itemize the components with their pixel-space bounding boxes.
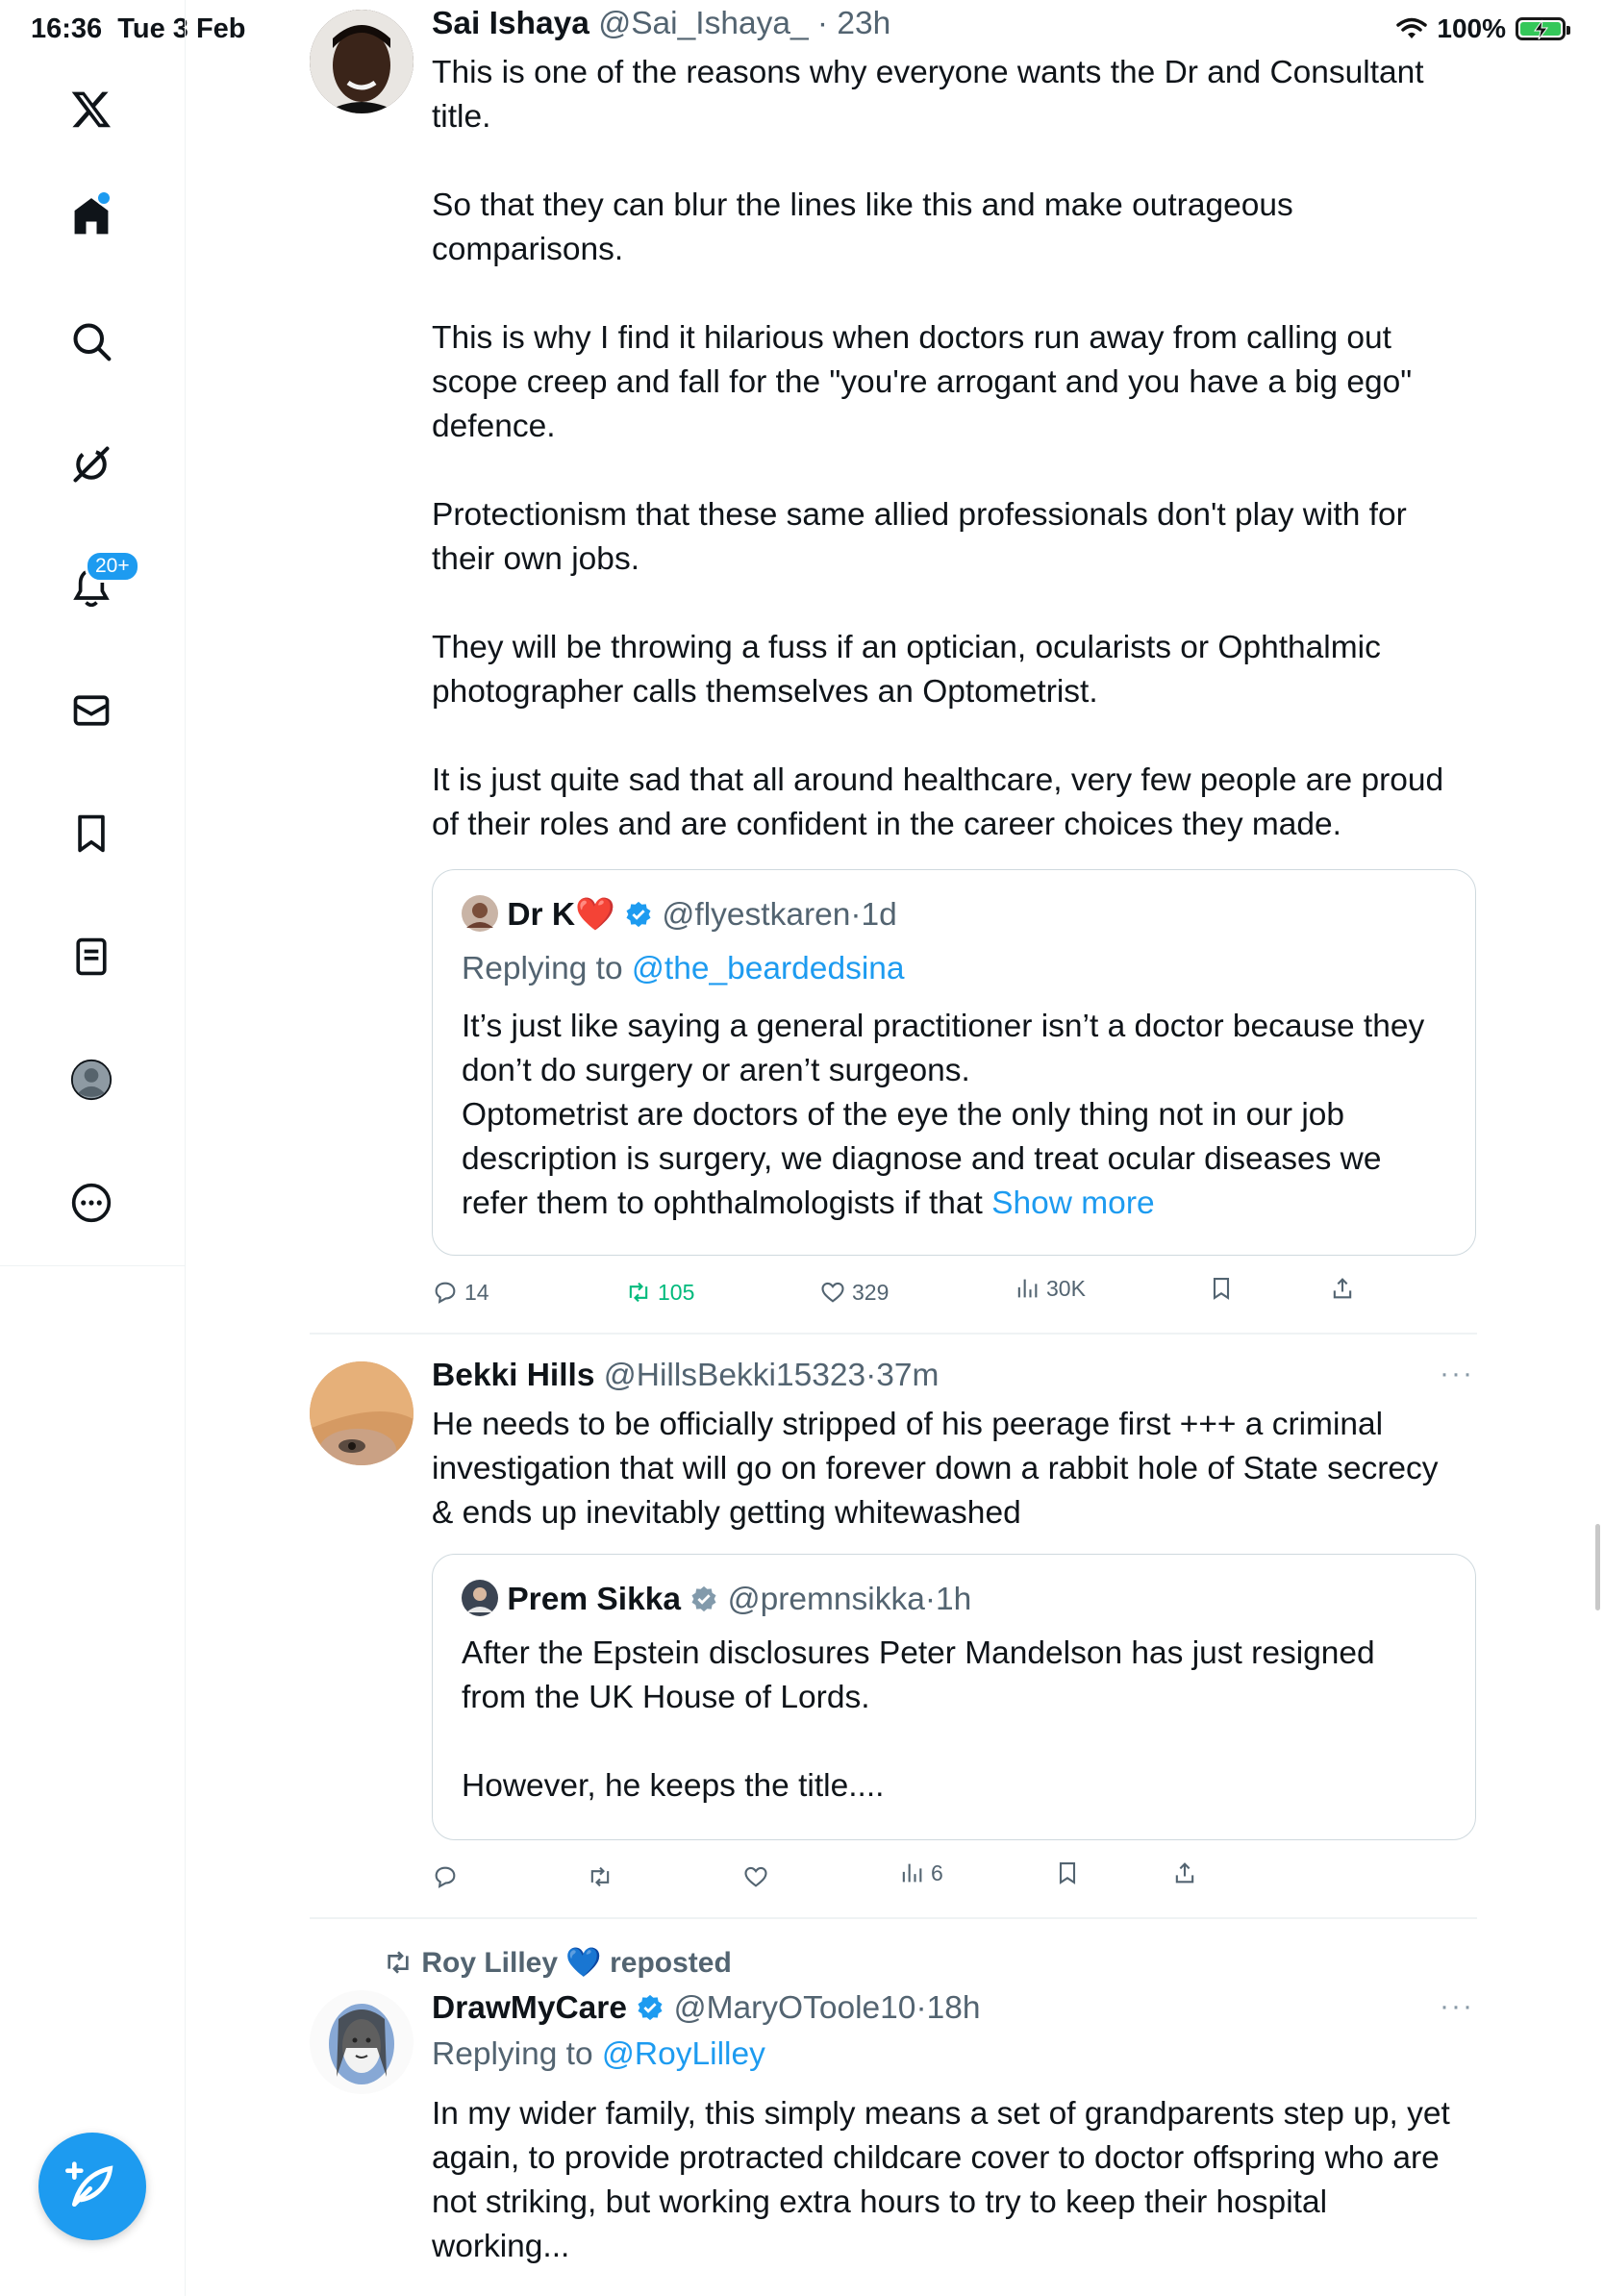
wifi-icon (1396, 17, 1427, 40)
tweet-time[interactable]: 37m (876, 1358, 940, 1393)
search-icon[interactable] (67, 317, 115, 365)
quote-text: After the Epstein disclosures Peter Mandelson has just resigned from the UK House of Lords. However, he keeps the title.... (462, 1635, 1375, 1804)
like-icon (742, 1863, 769, 1890)
profile-icon[interactable] (67, 1056, 115, 1104)
share-button[interactable] (1171, 1859, 1198, 1886)
tweet-header: DrawMyCare @MaryOToole10·18h (432, 1990, 981, 2026)
views-icon (898, 1859, 925, 1886)
reply-button[interactable] (432, 1279, 489, 1306)
quote-text: It’s just like saying a general practitioner isn’t a doctor because they don’t do surgery or aren’t surgeons. Optometrist are doctors of the eye the only thing not in our job description is surgery, we diagnose and treat ocular diseases we refer them to ophthalmologists if that Show more (462, 1009, 1425, 1221)
avatar[interactable] (310, 10, 414, 113)
more-options-icon[interactable]: ··· (1440, 1990, 1474, 2022)
status-time: 16:36 Tue 3 Feb (31, 13, 246, 44)
avatar[interactable] (310, 1361, 414, 1465)
messages-icon[interactable] (67, 686, 115, 735)
battery-icon (1516, 17, 1566, 40)
author-name[interactable]: DrawMyCare (432, 1990, 627, 2026)
compose-icon (65, 2159, 119, 2213)
retweet-icon (383, 1947, 414, 1978)
tweet-time[interactable]: 23h (837, 6, 891, 41)
quote-author-name: Prem Sikka (507, 1582, 681, 1617)
compose-button[interactable] (38, 2133, 146, 2240)
view-count: 6 (931, 1859, 943, 1885)
verified-badge-icon (636, 1993, 664, 2022)
status-date: Tue 3 Feb (117, 13, 246, 44)
like-button[interactable] (742, 1863, 769, 1890)
more-options-icon[interactable]: ··· (1440, 1358, 1474, 1389)
bookmark-icon (1054, 1859, 1081, 1886)
battery-percent: 100% (1437, 13, 1506, 43)
notifications-badge: 20+ (85, 550, 140, 583)
reply-icon (432, 1279, 459, 1306)
quote-time: 1h (936, 1582, 972, 1617)
home-unread-dot (96, 190, 112, 206)
lists-icon[interactable] (67, 933, 115, 981)
home-icon[interactable] (67, 192, 115, 240)
like-count: 329 (852, 1279, 890, 1305)
verified-badge-icon (624, 900, 653, 929)
like-icon (819, 1279, 846, 1306)
bookmark-icon (1208, 1275, 1235, 1302)
reposted-by[interactable]: Roy Lilley (421, 1947, 559, 1979)
retweet-icon (587, 1863, 614, 1890)
tweet-text: He needs to be officially stripped of his peerage first +++ a criminal investigation that will go on forever down a rabbit hole of State secrecy & ends up inevitably getting whitewashed (432, 1407, 1439, 1531)
x-logo-icon[interactable] (67, 85, 115, 133)
retweet-button[interactable] (625, 1279, 694, 1306)
tweet-header: Sai Ishaya @Sai_Ishaya_ · 23h (432, 6, 891, 41)
quote-tweet[interactable] (432, 1554, 1476, 1840)
repost-indicator: Roy Lilley 💙 reposted (383, 1946, 732, 1980)
avatar[interactable] (310, 1990, 414, 2094)
author-handle[interactable]: @HillsBekki15323 (603, 1358, 866, 1393)
quote-author-handle: @flyestkaren (662, 897, 851, 933)
verified-badge-icon (689, 1585, 718, 1613)
notifications-icon[interactable] (67, 555, 130, 611)
author-handle[interactable]: @MaryOToole10 (673, 1990, 916, 2026)
retweet-button[interactable] (587, 1863, 614, 1890)
quote-header: Dr K❤️ @flyestkaren·1d (462, 895, 897, 934)
view-count: 30K (1046, 1275, 1086, 1301)
retweet-icon (625, 1279, 652, 1306)
grok-icon[interactable] (67, 440, 115, 488)
quote-header: Prem Sikka @premnsikka·1h (462, 1580, 971, 1618)
tweet-text: In my wider family, this simply means a set of grandparents step up, yet again, to provide protracted childcare cover to doctor offspring who are not striking, but working extra hours to try to keep their hospital working... (432, 2096, 1450, 2264)
bookmark-button[interactable] (1054, 1859, 1081, 1886)
tweet-text: This is one of the reasons why everyone wants the Dr and Consultant title. So that they can blur the lines like this and make outrageous comparisons. This is why I find it hilarious when doctors run away from calling out scope creep and fall for the "you're arrogant and you have a big ego" defence. Protectionism that these same allied professionals don't play with for their own jobs. They will be throwing a fuss if an optician, ocularists or Ophthalmic photographer calls themselves an Optometrist. It is just quite sad that all around healthcare, very few people are proud of their roles and are confident in the career choices they made. (432, 55, 1444, 842)
blue-heart-emoji: 💙 (565, 1947, 602, 1979)
mention-link[interactable]: @RoyLilley (601, 2036, 765, 2072)
tweet-time[interactable]: 18h (926, 1990, 981, 2026)
avatar (462, 1580, 498, 1616)
like-button[interactable] (819, 1279, 889, 1306)
tweet-divider (310, 1917, 1477, 1919)
bookmark-button[interactable] (1208, 1275, 1235, 1302)
reply-button[interactable] (432, 1863, 459, 1890)
more-icon[interactable] (67, 1179, 115, 1227)
quote-author-handle: @premnsikka (727, 1582, 925, 1617)
quote-tweet[interactable] (432, 869, 1476, 1256)
replying-to: Replying to @RoyLilley (432, 2036, 765, 2072)
retweet-count: 105 (658, 1279, 695, 1305)
reply-icon (432, 1863, 459, 1890)
views-icon (1014, 1275, 1040, 1302)
author-handle[interactable]: @Sai_Ishaya_ (598, 6, 809, 41)
reply-count: 14 (464, 1279, 489, 1305)
show-more-link[interactable]: Show more (991, 1185, 1155, 1221)
share-icon (1329, 1275, 1356, 1302)
sidebar (0, 0, 186, 2296)
quote-author-name: Dr K (507, 897, 576, 933)
share-icon (1171, 1859, 1198, 1886)
author-name[interactable]: Sai Ishaya (432, 6, 589, 41)
quote-replying-to: Replying to @the_beardedsina (462, 951, 905, 986)
heart-emoji: ❤️ (575, 897, 615, 933)
scrollbar[interactable] (1595, 1524, 1600, 1610)
tweet-divider (310, 1333, 1477, 1335)
sidebar-separator (0, 1265, 185, 1266)
mention-link[interactable]: @the_beardedsina (631, 951, 905, 986)
bookmarks-icon[interactable] (67, 810, 115, 858)
views-button[interactable] (1014, 1275, 1086, 1302)
author-name[interactable]: Bekki Hills (432, 1358, 595, 1393)
share-button[interactable] (1329, 1275, 1356, 1302)
views-button[interactable] (898, 1859, 943, 1886)
quote-time: 1d (861, 897, 897, 933)
tweet-header: Bekki Hills @HillsBekki15323·37m (432, 1358, 940, 1393)
status-indicators (1396, 13, 1566, 44)
avatar (462, 895, 498, 932)
